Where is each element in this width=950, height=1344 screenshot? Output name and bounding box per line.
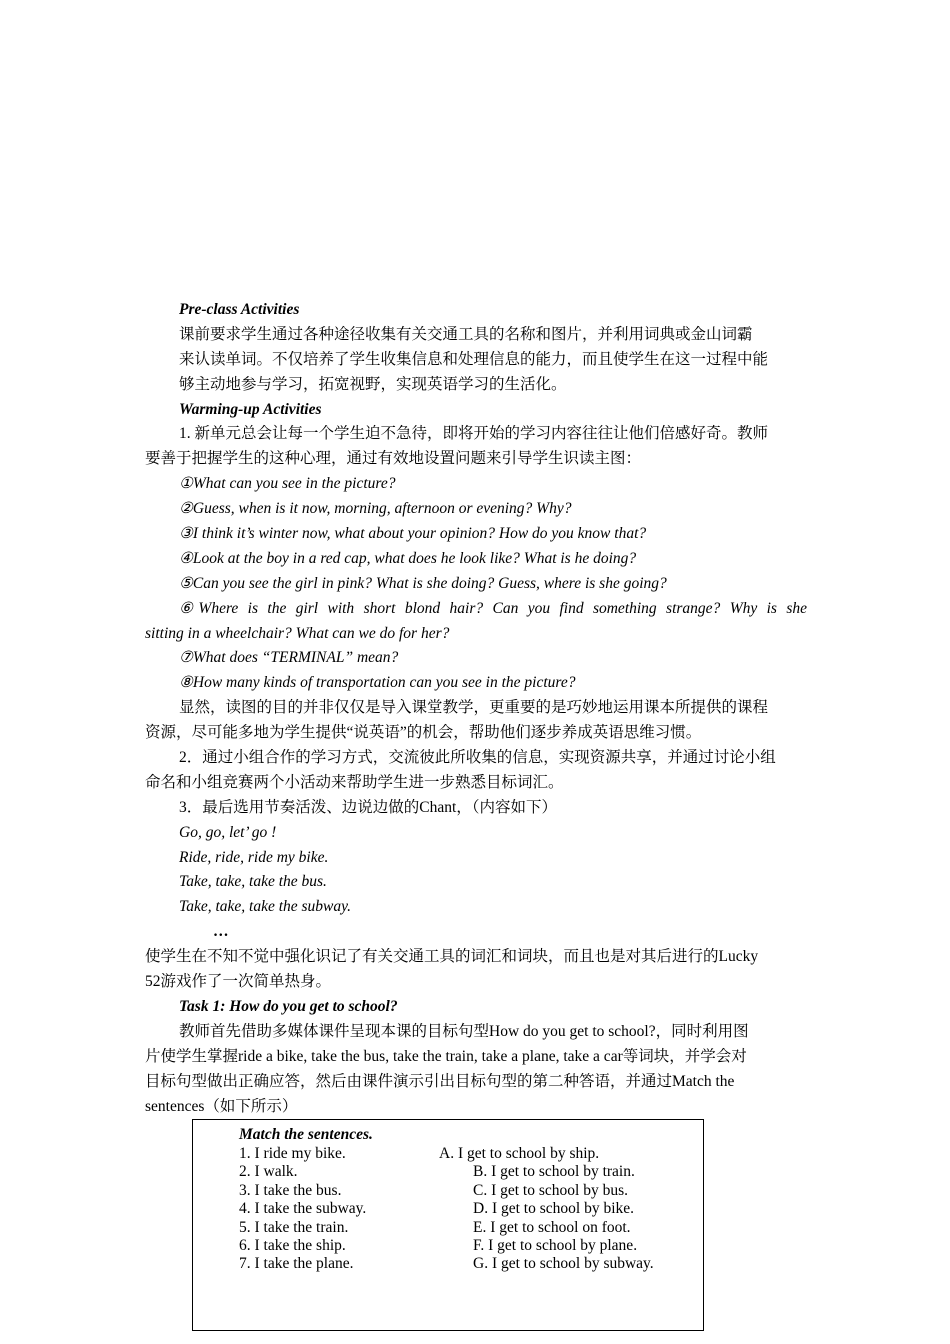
question-item: ⑥Where is the girl with short blond hair? Can you find something strange? Why is she [179, 599, 807, 617]
match-right-item: C. I get to school by bus. [473, 1181, 628, 1199]
warmup-paragraph-line: 1. 新单元总会让每一个学生迫不急待，即将开始的学习内容往往让他们倍感好奇。教师 [179, 425, 769, 443]
question-item: ②Guess, when is it now, morning, afternoon or evening? Why? [179, 500, 572, 518]
warmup-paragraph-line: 3．最后选用节奏活泼、边说边做的Chant，（内容如下） [179, 798, 558, 816]
question-item: ③I think it’s winter now, what about your opinion? How do you know that? [179, 525, 647, 543]
preclass-heading: Pre-class Activities [179, 301, 300, 318]
match-left-item: 1. I ride my bike. [239, 1145, 346, 1162]
question-item: ⑧How many kinds of transportation can you see in the picture? [179, 674, 576, 692]
task1-heading: Task 1: How do you get to school? [179, 997, 398, 1015]
warmup-paragraph-line: 2．通过小组合作的学习方式，交流彼此所收集的信息，实现资源共享，并通过讨论小组 [179, 749, 776, 767]
match-left-item: 2. I walk. [239, 1163, 298, 1181]
chant-line: Go, go, let’ go ! [179, 823, 277, 841]
chant-ellipsis: … [213, 923, 229, 941]
paragraph-line: 52游戏作了一次简单热身。 [145, 973, 332, 991]
chant-line: Take, take, take the subway. [179, 898, 352, 916]
question-item: ⑦What does “TERMINAL” mean? [179, 649, 399, 667]
match-right-item: E. I get to school on foot. [473, 1218, 631, 1236]
match-left-item: 3. I take the bus. [239, 1181, 342, 1199]
warmup-paragraph-line: 要善于把握学生的这种心理，通过有效地设置问题来引导学生识读主图： [145, 450, 642, 468]
chant-line: Ride, ride, ride my bike. [179, 848, 329, 866]
match-right-item: D. I get to school by bike. [473, 1200, 635, 1218]
match-right-item: G. I get to school by subway. [473, 1255, 654, 1273]
question-item: ①What can you see in the picture? [179, 475, 396, 493]
task1-line: 教师首先借助多媒体课件呈现本课的目标句型How do you get to school?，同时利用图 [179, 1022, 749, 1040]
question-item-continued: sitting in a wheelchair? What can we do for her? [145, 624, 450, 642]
warmup-paragraph-line: 资源，尽可能多地为学生提供“说英语”的机会，帮助他们逐步养成英语思维习惯。 [145, 724, 702, 742]
chant-line: Take, take, take the bus. [179, 873, 327, 891]
document-body [145, 298, 807, 1119]
match-box-title: Match the sentences. [239, 1126, 373, 1143]
task1-line: 片使学生掌握ride a bike, take the bus, take the train, take a plane, take a car等词块，并学会对 [145, 1047, 747, 1065]
preclass-line: 课前要求学生通过各种途径收集有关交通工具的名称和图片，并利用词典或金山词霸 [179, 325, 753, 343]
match-right-item: F. I get to school by plane. [473, 1237, 638, 1254]
task1-line: 目标句型做出正确应答，然后由课件演示引出目标句型的第二种答语，并通过Match the [145, 1072, 735, 1090]
match-right-item: B. I get to school by train. [473, 1163, 635, 1181]
preclass-line: 够主动地参与学习，拓宽视野，实现英语学习的生活化。 [179, 375, 567, 393]
warmup-heading: Warming-up Activities [179, 400, 322, 418]
match-right-item: A. I get to school by ship. [439, 1145, 600, 1162]
task1-line: sentences（如下所示） [145, 1097, 298, 1115]
match-sentences-box [192, 1119, 704, 1331]
question-item: ④Look at the boy in a red cap, what does he look like? What is he doing? [179, 549, 637, 567]
warmup-paragraph-line: 显然，读图的目的并非仅仅是导入课堂教学，更重要的是巧妙地运用课本所提供的课程 [179, 699, 769, 717]
preclass-line: 来认读单词。不仅培养了学生收集信息和处理信息的能力，而且使学生在这一过程中能 [179, 350, 769, 368]
warmup-paragraph-line: 命名和小组竞赛两个小活动来帮助学生进一步熟悉目标词汇。 [145, 773, 564, 791]
match-left-item: 5. I take the train. [239, 1218, 349, 1236]
match-left-item: 6. I take the ship. [239, 1237, 346, 1254]
paragraph-line: 使学生在不知不觉中强化识记了有关交通工具的词汇和词块，而且也是对其后进行的Lucky [145, 948, 759, 966]
match-left-item: 7. I take the plane. [239, 1255, 354, 1273]
question-item: ⑤Can you see the girl in pink? What is she doing? Guess, where is she going? [179, 574, 667, 592]
match-left-item: 4. I take the subway. [239, 1200, 367, 1218]
